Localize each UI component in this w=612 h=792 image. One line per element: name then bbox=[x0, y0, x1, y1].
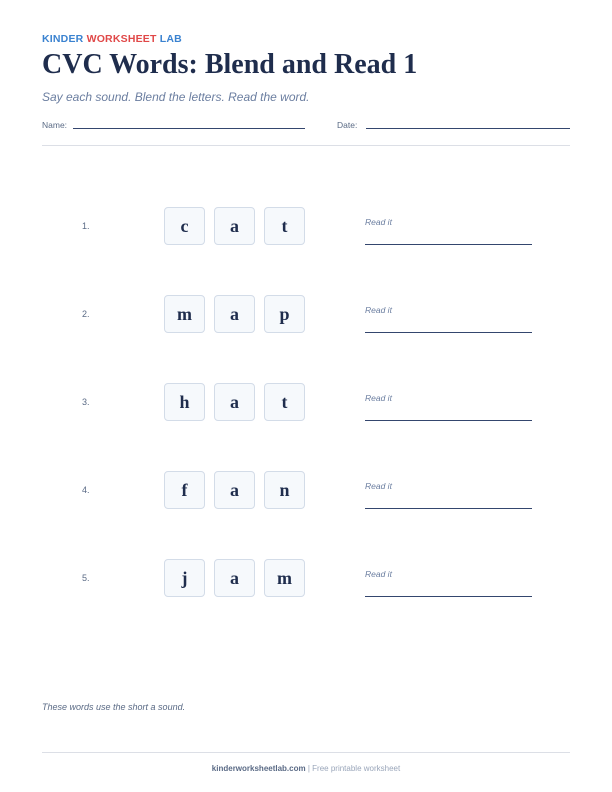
row-number: 2. bbox=[82, 309, 90, 319]
page-title: CVC Words: Blend and Read 1 bbox=[42, 49, 418, 80]
letter-tile: m bbox=[264, 559, 305, 597]
read-it-answer-line[interactable] bbox=[365, 332, 532, 333]
sound-note: These words use the short a sound. bbox=[42, 702, 186, 712]
word-row bbox=[0, 383, 612, 443]
brand-part-worksheet: WORKSHEET bbox=[86, 33, 157, 45]
name-field[interactable] bbox=[73, 128, 305, 129]
letter-tile: j bbox=[164, 559, 205, 597]
brand-part-lab: LAB bbox=[159, 33, 182, 45]
name-label: Name: bbox=[42, 120, 68, 130]
word-row bbox=[0, 207, 612, 267]
read-it-answer-line[interactable] bbox=[365, 508, 532, 509]
row-number: 4. bbox=[82, 485, 90, 495]
read-it-answer-line[interactable] bbox=[365, 244, 532, 245]
row-number: 5. bbox=[82, 573, 90, 583]
letter-tile: c bbox=[164, 207, 205, 245]
letter-tile: p bbox=[264, 295, 305, 333]
read-it-label: Read it bbox=[365, 569, 392, 579]
word-row bbox=[0, 559, 612, 619]
footer-site-link[interactable]: kinderworksheetlab.com bbox=[211, 764, 306, 773]
footer-separator: | bbox=[307, 764, 310, 773]
footer-tagline: Free printable worksheet bbox=[312, 764, 401, 773]
brand-part-kinder: KINDER bbox=[42, 33, 84, 45]
date-label: Date: bbox=[337, 120, 358, 130]
header-divider bbox=[42, 145, 570, 146]
letter-tile: a bbox=[214, 295, 255, 333]
read-it-answer-line[interactable] bbox=[365, 420, 532, 421]
read-it-label: Read it bbox=[365, 217, 392, 227]
row-number: 3. bbox=[82, 397, 90, 407]
letter-tile: a bbox=[214, 559, 255, 597]
letter-tile: n bbox=[264, 471, 305, 509]
word-row bbox=[0, 295, 612, 355]
row-number: 1. bbox=[82, 221, 90, 231]
footer-divider bbox=[42, 752, 570, 753]
letter-tile: a bbox=[214, 383, 255, 421]
read-it-label: Read it bbox=[365, 305, 392, 315]
brand-logo bbox=[42, 33, 182, 45]
letter-tile: t bbox=[264, 207, 305, 245]
letter-tile: t bbox=[264, 383, 305, 421]
read-it-answer-line[interactable] bbox=[365, 596, 532, 597]
letter-tile: a bbox=[214, 207, 255, 245]
date-field[interactable] bbox=[366, 128, 570, 129]
read-it-label: Read it bbox=[365, 481, 392, 491]
letter-tile: a bbox=[214, 471, 255, 509]
letter-tile: f bbox=[164, 471, 205, 509]
footer bbox=[0, 764, 612, 773]
word-row bbox=[0, 471, 612, 531]
instructions: Say each sound. Blend the letters. Read the word. bbox=[42, 90, 310, 104]
letter-tile: h bbox=[164, 383, 205, 421]
read-it-label: Read it bbox=[365, 393, 392, 403]
letter-tile: m bbox=[164, 295, 205, 333]
